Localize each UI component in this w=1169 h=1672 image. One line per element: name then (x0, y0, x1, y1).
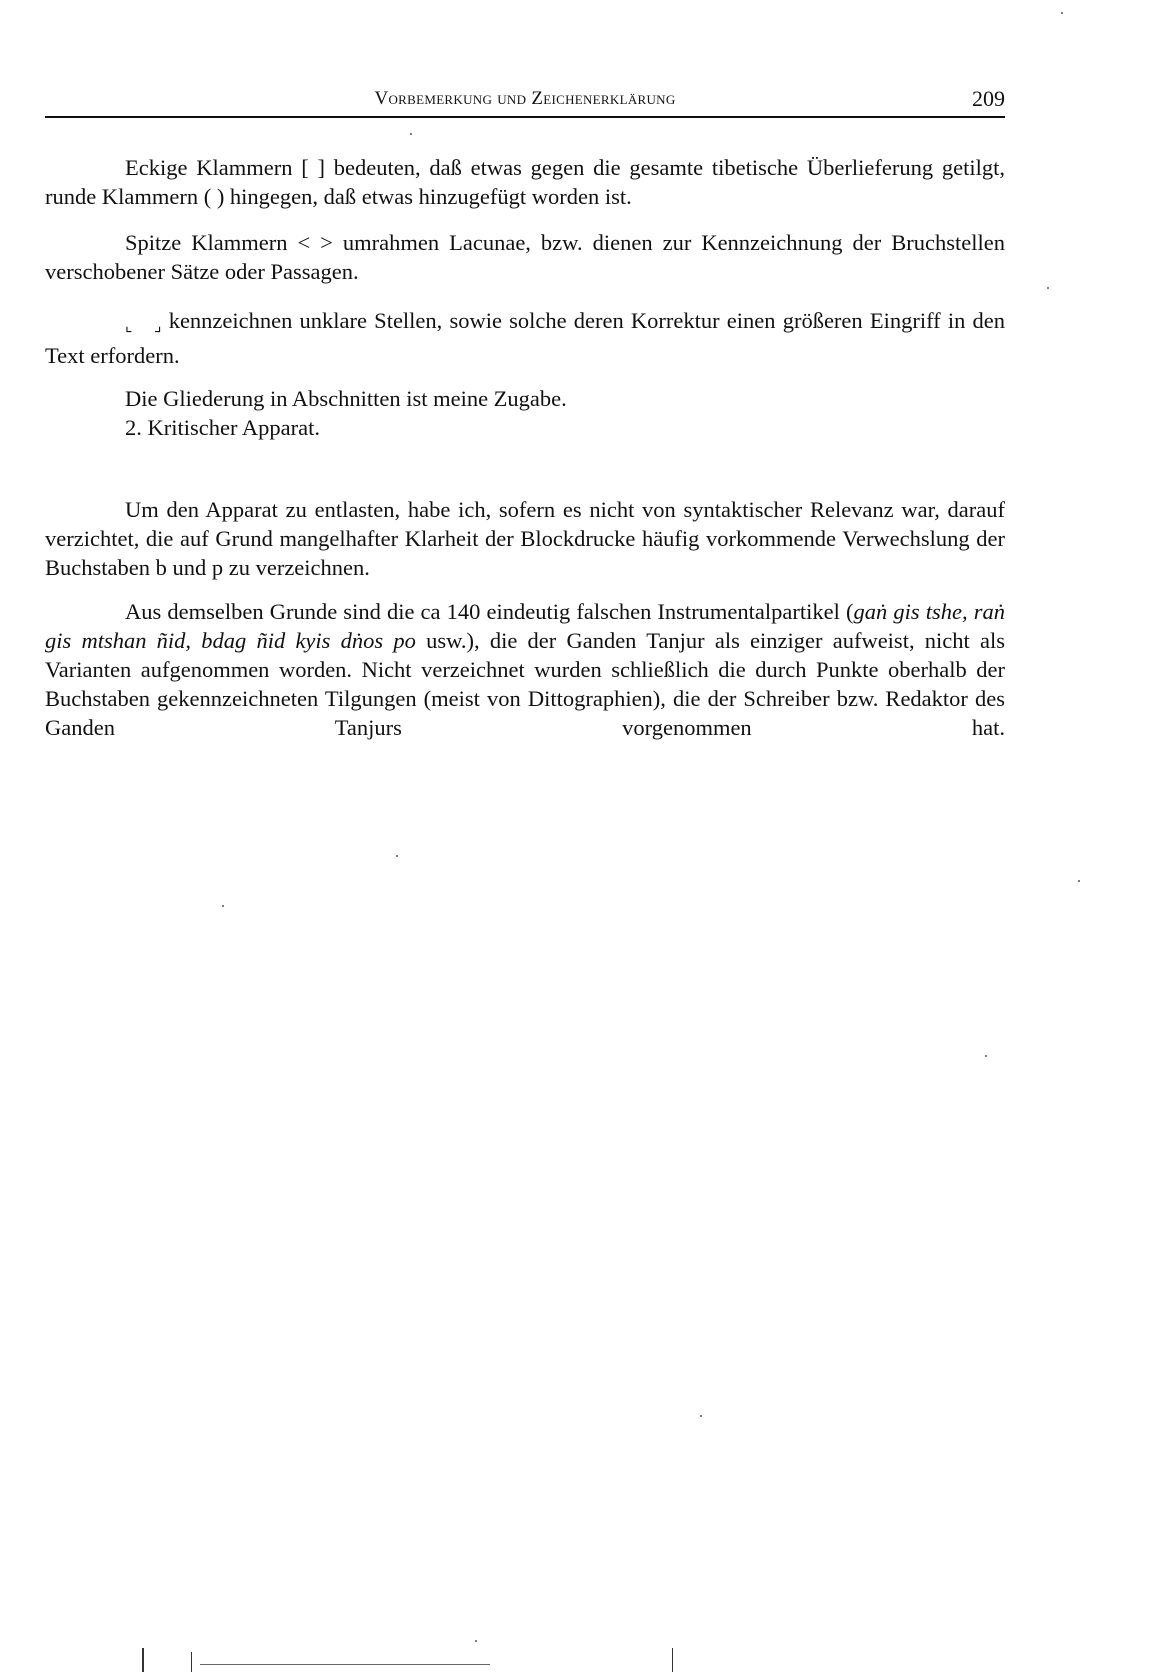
bottom-scan-rule (200, 1664, 490, 1665)
tibetic-examples: gaṅ gis tshe, raṅ gis mtshan ñid, bdag ñid kyis dṅos po (45, 599, 1005, 653)
paragraph-instrumental-particles (45, 597, 1005, 742)
body-text (45, 153, 1005, 742)
scan-speck (475, 1640, 477, 1642)
scan-speck (410, 133, 412, 135)
corner-open-mark-icon: ⌞ (125, 318, 133, 335)
paragraph-corner-marks-text: kennzeichnen unklare Stellen, sowie solche deren Korrektur einen größeren Eingriff in den Text erfordern. (45, 308, 1005, 368)
instrumental-text-after: usw.), die der Ganden Tanjur als einziger aufweist, nicht als Varianten aufgenommen worden. Nicht verzeichnet wurden schließlich die durch Punkte oberhalb der Buchstaben gekennzeichneten Tilgungen (meist von Dittographien), die der Schreiber bzw. Redaktor des Ganden Tanjurs vorgenommen hat. (45, 628, 1005, 740)
scan-speck (1078, 880, 1080, 882)
bottom-scan-tick (672, 1648, 673, 1672)
running-title: Vorbemerkung und Zeichenerklärung (374, 88, 676, 109)
scan-speck (985, 1055, 987, 1057)
scan-speck (700, 1415, 702, 1417)
section-heading: 2. Kritischer Apparat. (125, 415, 320, 440)
running-head (45, 86, 1005, 118)
scan-speck (1061, 12, 1063, 14)
scan-speck (222, 905, 224, 907)
paragraph-angle-brackets: Spitze Klammern < > umrahmen Lacunae, bzw. dienen zur Kennzeichnung der Bruchstellen verschobener Sätze oder Passagen. (45, 230, 1005, 284)
corner-close-mark-icon: ⌟ (154, 318, 162, 335)
page-number: 209 (972, 86, 1005, 111)
scan-speck (396, 855, 398, 857)
scan-speck (1047, 287, 1049, 289)
paragraph-corner-marks (45, 306, 1005, 370)
paragraph-square-brackets: Eckige Klammern [ ] bedeuten, daß etwas gegen die gesamte tibetische Überlieferung getilgt, runde Klammern ( ) hingegen, daß etwas hinzugefügt worden ist. (45, 155, 1005, 209)
bottom-scan-tick (191, 1652, 192, 1672)
paragraph-apparatus: Um den Apparat zu entlasten, habe ich, sofern es nicht von syntaktischer Relevanz war, darauf verzichtet, die auf Grund mangelhafter Klarheit der Blockdrucke häufig vorkommende Verwechslung der Buchstaben b und p zu verzeichnen. (45, 497, 1005, 580)
paragraph-structure-note: Die Gliederung in Abschnitten ist meine Zugabe. (125, 386, 567, 411)
bottom-scan-tick (142, 1648, 144, 1672)
instrumental-text-before: Aus demselben Grunde sind die ca 140 eindeutig falschen Instrumentalpartikel ( (125, 599, 854, 624)
